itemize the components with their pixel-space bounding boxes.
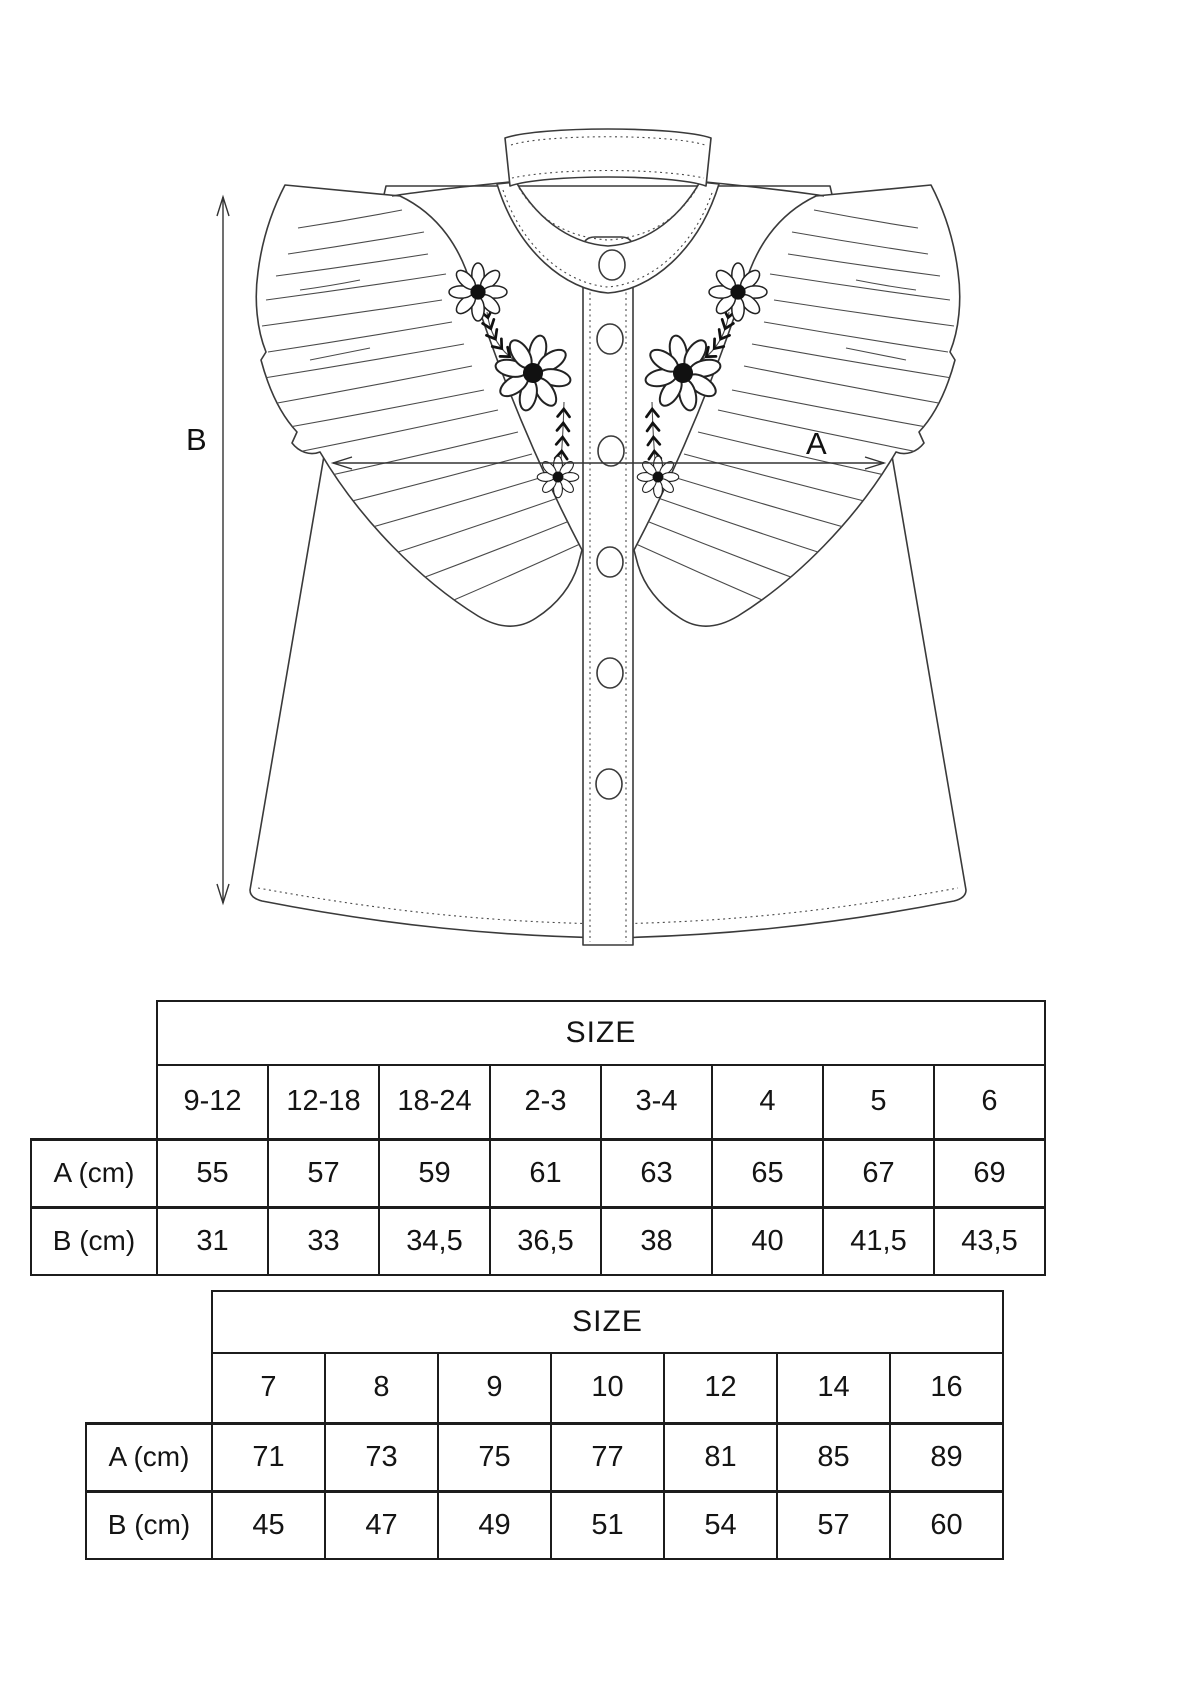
measurement-value-cell: 60 bbox=[890, 1491, 1003, 1559]
table-header-size: SIZE bbox=[157, 1001, 1045, 1065]
size-column-header: 18-24 bbox=[379, 1065, 490, 1139]
measurement-value-cell: 49 bbox=[438, 1491, 551, 1559]
length-label: B bbox=[186, 422, 207, 457]
measurement-value-cell: 69 bbox=[934, 1139, 1045, 1207]
measurement-value-cell: 89 bbox=[890, 1423, 1003, 1491]
measurement-value-cell: 57 bbox=[268, 1139, 379, 1207]
size-column-header: 5 bbox=[823, 1065, 934, 1139]
size-column-header: 12 bbox=[664, 1353, 777, 1423]
measurement-value-cell: 54 bbox=[664, 1491, 777, 1559]
size-table bbox=[85, 1290, 1004, 1560]
daisy-icon bbox=[709, 263, 767, 321]
size-column-header: 4 bbox=[712, 1065, 823, 1139]
daisy-icon bbox=[449, 263, 507, 321]
size-table bbox=[30, 1000, 1046, 1276]
measurement-value-cell: 81 bbox=[664, 1423, 777, 1491]
size-column-header: 14 bbox=[777, 1353, 890, 1423]
measurement-value-cell: 73 bbox=[325, 1423, 438, 1491]
size-column-header: 9-12 bbox=[157, 1065, 268, 1139]
measurement-value-cell: 33 bbox=[268, 1207, 379, 1275]
table-spacer bbox=[31, 1065, 157, 1139]
measurement-value-cell: 40 bbox=[712, 1207, 823, 1275]
measurement-value-cell: 61 bbox=[490, 1139, 601, 1207]
measurement-value-cell: 31 bbox=[157, 1207, 268, 1275]
measurement-row-label: B (cm) bbox=[86, 1491, 212, 1559]
table-header-size: SIZE bbox=[212, 1291, 1003, 1353]
measurement-value-cell: 34,5 bbox=[379, 1207, 490, 1275]
measurement-value-cell: 67 bbox=[823, 1139, 934, 1207]
width-label: A bbox=[806, 426, 827, 461]
length-dimension-arrow bbox=[186, 197, 229, 903]
measurement-value-cell: 59 bbox=[379, 1139, 490, 1207]
measurement-value-cell: 63 bbox=[601, 1139, 712, 1207]
measurement-value-cell: 77 bbox=[551, 1423, 664, 1491]
measurement-value-cell: 65 bbox=[712, 1139, 823, 1207]
size-column-header: 8 bbox=[325, 1353, 438, 1423]
size-column-header: 3-4 bbox=[601, 1065, 712, 1139]
mandarin-collar-band bbox=[505, 129, 711, 186]
measurement-value-cell: 75 bbox=[438, 1423, 551, 1491]
measurement-value-cell: 51 bbox=[551, 1491, 664, 1559]
measurement-value-cell: 41,5 bbox=[823, 1207, 934, 1275]
measurement-value-cell: 55 bbox=[157, 1139, 268, 1207]
measurement-value-cell: 38 bbox=[601, 1207, 712, 1275]
measurement-value-cell: 43,5 bbox=[934, 1207, 1045, 1275]
size-column-header: 9 bbox=[438, 1353, 551, 1423]
size-column-header: 10 bbox=[551, 1353, 664, 1423]
measurement-value-cell: 85 bbox=[777, 1423, 890, 1491]
size-column-header: 16 bbox=[890, 1353, 1003, 1423]
blouse-technical-sketch bbox=[0, 60, 1200, 980]
measurement-value-cell: 57 bbox=[777, 1491, 890, 1559]
table-spacer bbox=[86, 1291, 212, 1353]
measurement-value-cell: 36,5 bbox=[490, 1207, 601, 1275]
measurement-value-cell: 47 bbox=[325, 1491, 438, 1559]
size-column-header: 7 bbox=[212, 1353, 325, 1423]
measurement-row-label: A (cm) bbox=[31, 1139, 157, 1207]
size-table-kids bbox=[85, 1290, 1004, 1560]
size-column-header: 6 bbox=[934, 1065, 1045, 1139]
size-table-baby-toddler bbox=[30, 1000, 1046, 1276]
size-column-header: 12-18 bbox=[268, 1065, 379, 1139]
measurement-row-label: B (cm) bbox=[31, 1207, 157, 1275]
measurement-value-cell: 71 bbox=[212, 1423, 325, 1491]
size-column-header: 2-3 bbox=[490, 1065, 601, 1139]
measurement-value-cell: 45 bbox=[212, 1491, 325, 1559]
measurement-row-label: A (cm) bbox=[86, 1423, 212, 1491]
table-spacer bbox=[31, 1001, 157, 1065]
table-spacer bbox=[86, 1353, 212, 1423]
